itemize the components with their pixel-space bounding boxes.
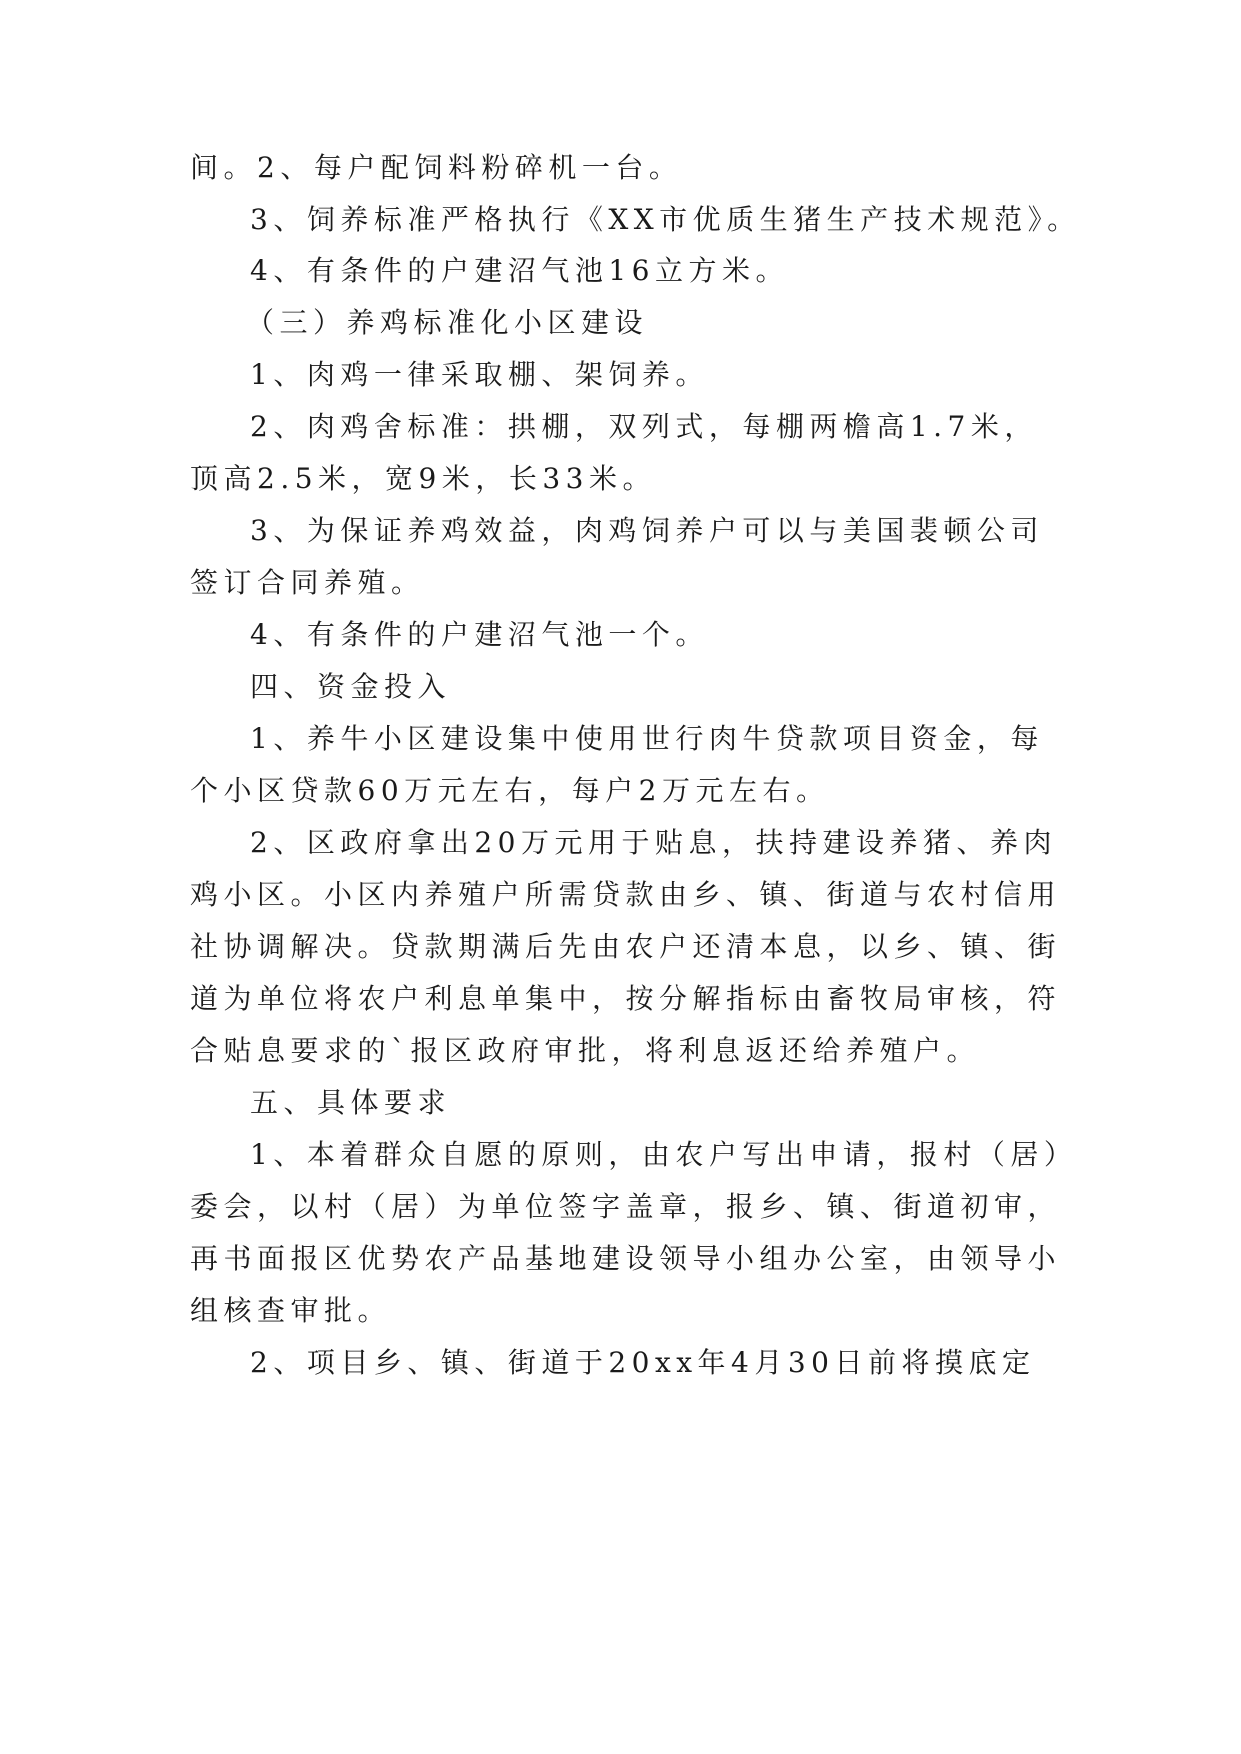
text-line-24: 2、项目乡、镇、街道于20xx年4月30日前将摸底定 xyxy=(250,1346,1036,1379)
text-line-1: 间。2、每户配饲料粉碎机一台。 xyxy=(190,151,683,184)
text-line-6: 2、肉鸡舍标准：拱棚，双列式，每棚两檐高1.7米， xyxy=(250,410,1038,443)
text-line-7: 顶高2.5米，宽9米，长33米。 xyxy=(190,462,656,495)
text-line-10: 4、有条件的户建沼气池一个。 xyxy=(250,618,709,651)
text-line-12: 1、养牛小区建设集中使用世行肉牛贷款项目资金，每 xyxy=(250,722,1044,755)
text-line-3: 4、有条件的户建沼气池16立方米。 xyxy=(250,254,789,287)
text-line-5: 1、肉鸡一律采取棚、架饲养。 xyxy=(250,358,709,391)
text-line-22: 再书面报区优势农产品基地建设领导小组办公室，由领导小 xyxy=(190,1242,1062,1275)
text-line-13: 个小区贷款60万元左右，每户2万元左右。 xyxy=(190,774,830,807)
text-line-9: 签订合同养殖。 xyxy=(190,566,425,599)
text-line-16: 社协调解决。贷款期满后先由农户还清本息，以乡、镇、街 xyxy=(190,930,1062,963)
section-heading-4: 四、资金投入 xyxy=(250,670,452,703)
text-line-18: 合贴息要求的`报区政府审批，将利息返还给养殖户。 xyxy=(190,1034,981,1067)
text-line-2: 3、饲养标准严格执行《XX市优质生猪生产技术规范》。 xyxy=(250,203,1081,236)
section-heading-3: （三）养鸡标准化小区建设 xyxy=(246,306,649,339)
text-line-20: 1、本着群众自愿的原则，由农户写出申请，报村（居） xyxy=(250,1138,1078,1171)
text-line-15: 鸡小区。小区内养殖户所需贷款由乡、镇、街道与农村信用 xyxy=(190,878,1062,911)
section-heading-5: 五、具体要求 xyxy=(250,1086,452,1119)
text-line-17: 道为单位将农户利息单集中，按分解指标由畜牧局审核，符 xyxy=(190,982,1062,1015)
text-line-14: 2、区政府拿出20万元用于贴息，扶持建设养猪、养肉 xyxy=(250,826,1057,859)
text-line-21: 委会，以村（居）为单位签字盖章，报乡、镇、街道初审， xyxy=(190,1190,1062,1223)
text-line-23: 组核查审批。 xyxy=(190,1294,392,1327)
text-line-8: 3、为保证养鸡效益，肉鸡饲养户可以与美国裴顿公司 xyxy=(250,514,1044,547)
